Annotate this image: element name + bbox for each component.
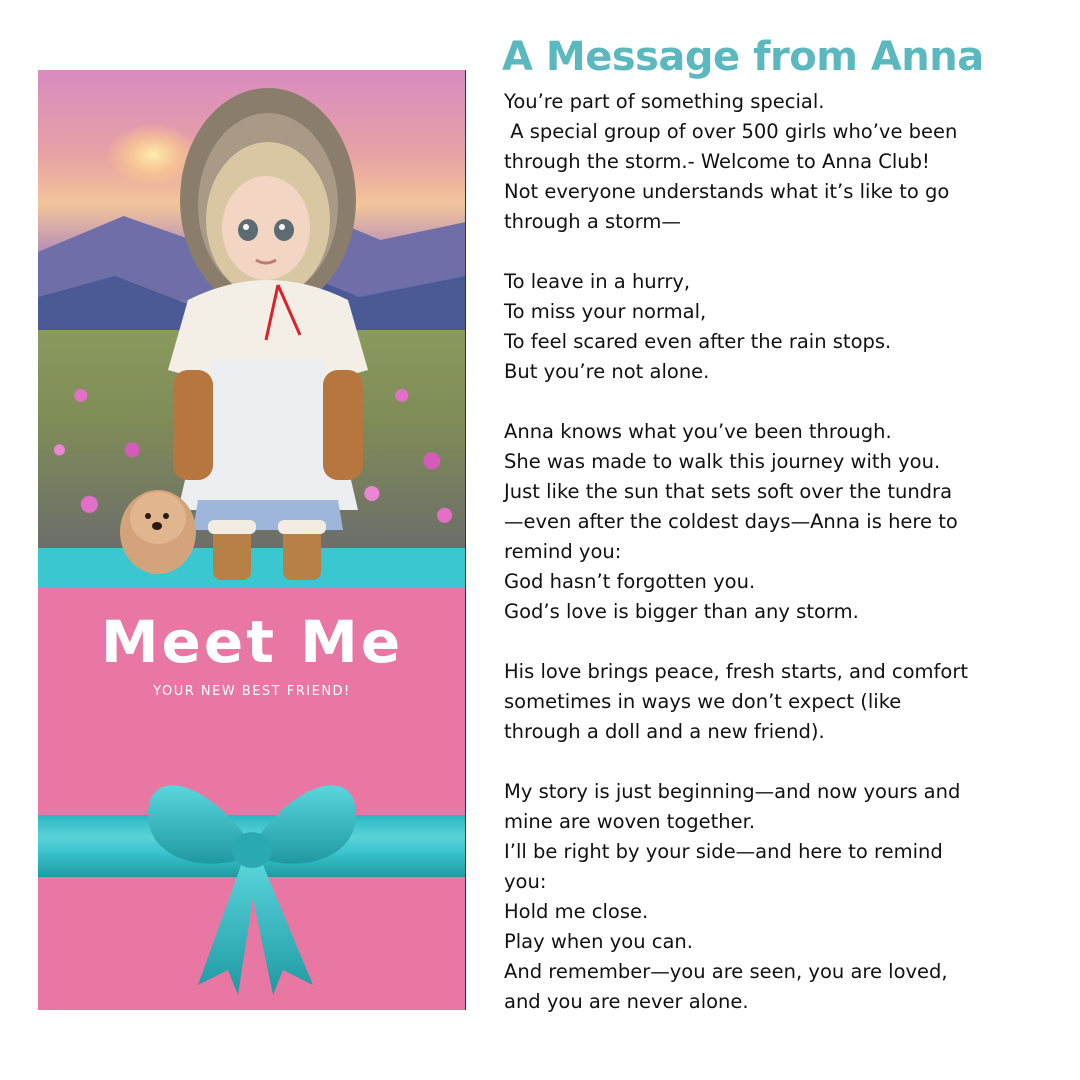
message-line: To feel scared even after the rain stops. — [504, 330, 892, 353]
card-subtitle: YOUR NEW BEST FRIEND! — [153, 684, 351, 699]
message-line — [504, 627, 1064, 657]
message-line — [504, 747, 1064, 777]
message-line: Hold me close. — [504, 900, 649, 923]
message-line: Just like the sun that sets soft over the tundra — [504, 480, 953, 503]
message-line: I’ll be right by your side—and here to remind — [504, 840, 943, 863]
message-line: through a storm— — [504, 210, 681, 233]
message-line: Anna knows what you’ve been through. — [504, 420, 892, 443]
meet-me-card — [38, 70, 466, 1010]
message-line: mine are woven together. — [504, 810, 756, 833]
message-line: She was made to walk this journey with you. — [504, 450, 941, 473]
message-line: God hasn’t forgotten you. — [504, 570, 756, 593]
message-line: through the storm.- Welcome to Anna Club! — [504, 150, 930, 173]
message-line: sometimes in ways we don’t expect (like — [504, 690, 902, 713]
card-divider — [465, 70, 466, 1010]
message-line: God’s love is bigger than any storm. — [504, 600, 859, 623]
message-line: My story is just beginning—and now yours and — [504, 780, 961, 803]
message-line: His love brings peace, fresh starts, and comfort — [504, 660, 969, 683]
message-line: And remember—you are seen, you are loved, — [504, 960, 948, 983]
doll-illustration — [38, 70, 466, 580]
message-line: Play when you can. — [504, 930, 693, 953]
message-heading: A Message from Anna — [502, 34, 984, 80]
message-line: Not everyone understands what it’s like to go — [504, 180, 950, 203]
message-line: But you’re not alone. — [504, 360, 710, 383]
message-line: You’re part of something special. — [504, 90, 825, 113]
message-line — [504, 237, 1064, 267]
message-line: and you are never alone. — [504, 990, 749, 1013]
ribbon-bow-icon — [38, 760, 466, 1000]
message-line — [504, 387, 1064, 417]
message-line: through a doll and a new friend). — [504, 720, 825, 743]
message-line: you: — [504, 870, 547, 893]
message-body — [504, 87, 1064, 1017]
message-line: To leave in a hurry, — [504, 270, 691, 293]
message-line: —even after the coldest days—Anna is here to — [504, 510, 958, 533]
message-line: To miss your normal, — [504, 300, 707, 323]
message-line: remind you: — [504, 540, 622, 563]
message-line: A special group of over 500 girls who’ve been — [504, 120, 958, 143]
card-title: Meet Me — [100, 608, 404, 676]
